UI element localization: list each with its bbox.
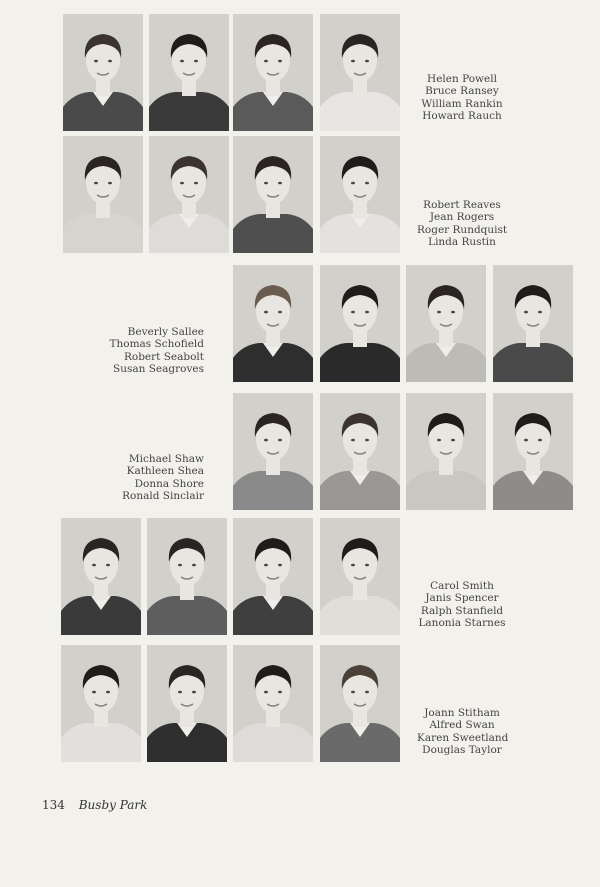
student-name: Kathleen Shea bbox=[126, 465, 204, 478]
name-list bbox=[104, 453, 204, 502]
student-name: Linda Rustin bbox=[428, 235, 496, 248]
portrait-photo bbox=[233, 14, 313, 131]
portrait-photo bbox=[233, 645, 313, 762]
name-list bbox=[417, 73, 507, 122]
student-name: Helen Powell bbox=[427, 73, 497, 85]
portrait-photo bbox=[320, 645, 400, 762]
student-name: Karen Sweetland bbox=[417, 731, 509, 744]
portrait-photo bbox=[147, 518, 227, 635]
portrait-photo bbox=[320, 518, 400, 635]
portrait-photo bbox=[406, 393, 486, 510]
portrait-photo bbox=[320, 14, 400, 131]
portrait-photo bbox=[147, 645, 227, 762]
portrait-photo bbox=[63, 136, 143, 253]
portrait-photo bbox=[493, 393, 573, 510]
name-list bbox=[417, 580, 507, 629]
student-name: William Rankin bbox=[421, 97, 503, 110]
portrait-photo bbox=[233, 518, 313, 635]
student-name: Janis Spencer bbox=[425, 592, 499, 605]
portrait-photo bbox=[320, 265, 400, 382]
portrait-photo bbox=[149, 14, 229, 131]
name-list bbox=[417, 199, 507, 248]
portrait-photo bbox=[493, 265, 573, 382]
portrait-photo bbox=[320, 393, 400, 510]
student-name: Beverly Sallee bbox=[127, 326, 204, 338]
portrait-photo bbox=[233, 136, 313, 253]
student-name: Thomas Schofield bbox=[109, 338, 204, 351]
student-name: Ronald Sinclair bbox=[122, 489, 204, 502]
student-name: Carol Smith bbox=[430, 580, 494, 592]
portrait-photo bbox=[320, 136, 400, 253]
portrait-photo bbox=[61, 645, 141, 762]
student-name: Robert Seabolt bbox=[123, 350, 204, 363]
portrait-photo bbox=[149, 136, 229, 253]
portrait-photo bbox=[63, 14, 143, 131]
portrait-photo bbox=[61, 518, 141, 635]
student-name: Michael Shaw bbox=[128, 453, 204, 465]
student-name: Susan Seagroves bbox=[113, 362, 204, 375]
student-name: Jean Rogers bbox=[429, 211, 495, 224]
student-name: Roger Rundquist bbox=[417, 223, 508, 236]
page-number: 134 bbox=[42, 798, 65, 812]
student-name: Donna Shore bbox=[134, 477, 204, 490]
student-name: Douglas Taylor bbox=[422, 743, 502, 756]
student-name: Alfred Swan bbox=[429, 719, 495, 732]
student-name: Lanonia Starnes bbox=[418, 616, 506, 629]
name-list bbox=[417, 707, 507, 756]
student-name: Joann Stitham bbox=[424, 707, 500, 719]
name-list bbox=[104, 326, 204, 375]
portrait-photo bbox=[233, 393, 313, 510]
school-name: Busby Park bbox=[78, 798, 148, 812]
student-name: Bruce Ransey bbox=[425, 85, 499, 98]
student-name: Robert Reaves bbox=[423, 199, 501, 211]
student-name: Ralph Stanfield bbox=[420, 604, 504, 617]
page-footer bbox=[42, 798, 147, 812]
portrait-photo bbox=[406, 265, 486, 382]
student-name: Howard Rauch bbox=[422, 109, 502, 122]
portrait-photo bbox=[233, 265, 313, 382]
